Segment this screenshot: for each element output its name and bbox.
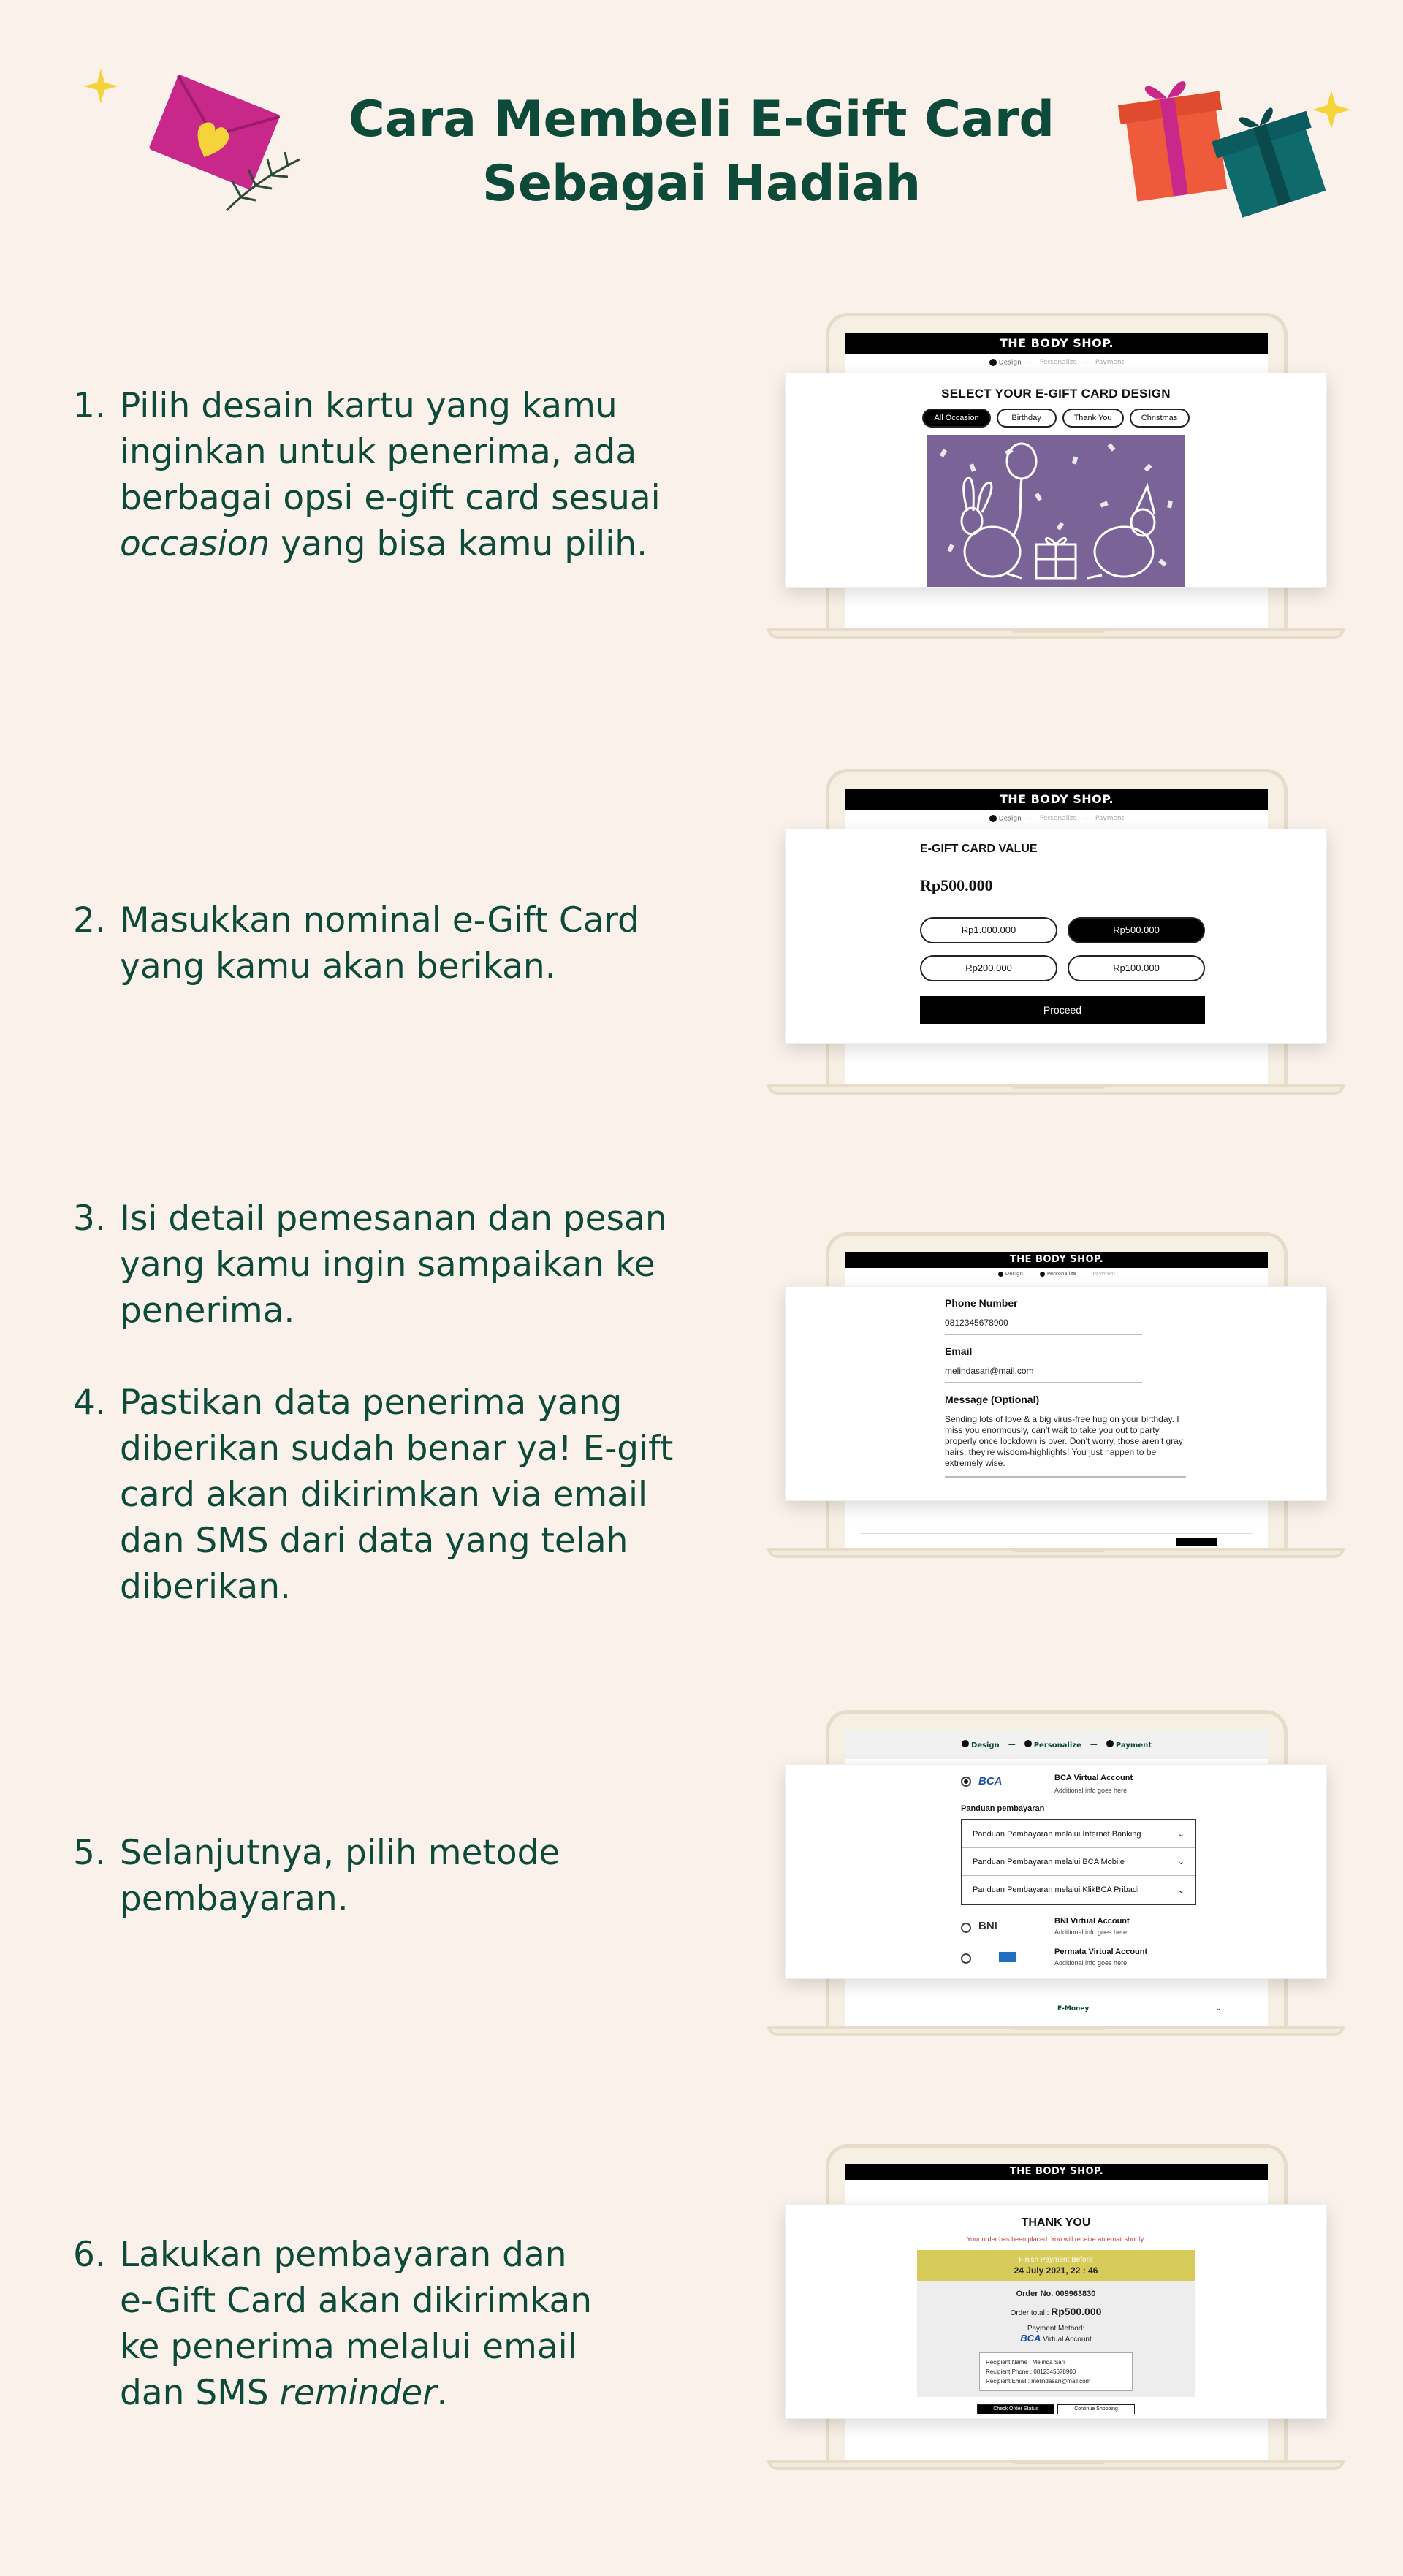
value-title: E-GIFT CARD VALUE <box>920 843 1038 855</box>
step-number: 2. <box>73 900 106 941</box>
value-options <box>920 917 1326 981</box>
brand-bar: THE BODY SHOP. <box>845 2164 1268 2180</box>
recipient-details-panel <box>785 1286 1327 1501</box>
step-text-line: diberikan. <box>120 1567 291 1607</box>
guide-internet-banking[interactable]: Panduan Pembayaran melalui Internet Banking ⌄ <box>962 1820 1195 1848</box>
permata-logo <box>999 1952 1016 1962</box>
laptop-mockup-value <box>767 769 1345 1105</box>
design-title: SELECT YOUR E-GIFT CARD DESIGN <box>941 387 1171 400</box>
tab-birthday[interactable]: Birthday <box>997 409 1057 428</box>
laptop-mockup-details <box>767 1232 1345 1568</box>
payment-deadline: Finish Payment Before 24 July 2021, 22 : 46 <box>917 2250 1195 2281</box>
step-text-line: e-Gift Card akan dikirimkan <box>120 2281 593 2321</box>
message-label: Message (Optional) <box>945 1394 1040 1405</box>
bca-sub: Additional info goes here <box>1054 1787 1128 1794</box>
phone-input[interactable]: 0812345678900 <box>945 1318 1142 1335</box>
bca-label: BCA Virtual Account <box>1054 1774 1133 1782</box>
payment-method-value: BCA Virtual Account <box>1020 2333 1092 2344</box>
step-2 <box>73 897 716 989</box>
chevron-down-icon: ⌄ <box>1177 1858 1185 1866</box>
message-input[interactable]: Sending lots of love & a big virus-free hug on your birthday. I miss you enormously, can't wait to take you out to party properly once lockdown is over. Don't worry, those aren't gray hairs, they're wisdom-highlights! You just happen to be extremely wise. <box>945 1414 1186 1478</box>
email-label: Email <box>945 1345 973 1357</box>
checkout-steps: Design — Personalize — Payment <box>845 1730 1268 1759</box>
laptop-mockup-payment <box>767 1710 1345 2046</box>
value-option-100000[interactable]: Rp100.000 <box>1068 955 1205 981</box>
step-text-line: dan SMS dari data yang telah <box>120 1521 628 1561</box>
laptop-mockup-thank-you <box>767 2144 1345 2480</box>
step-text-line: diberikan sudah benar ya! E-gift <box>120 1429 674 1469</box>
step-text-line: card akan dikirimkan via email <box>120 1475 648 1515</box>
payment-method-label: Payment Method: <box>1027 2325 1085 2333</box>
bni-radio[interactable] <box>961 1923 971 1933</box>
step-5 <box>73 1830 716 1922</box>
step-text-line: penerima. <box>120 1291 295 1331</box>
guide-bca-mobile[interactable]: Panduan Pembayaran melalui BCA Mobile ⌄ <box>962 1848 1195 1876</box>
step-text-line: berbagai opsi e-gift card sesuai <box>120 478 661 518</box>
order-confirmation-panel <box>785 2204 1327 2419</box>
step-number: 3. <box>73 1198 106 1239</box>
step-number: 5. <box>73 1833 106 1873</box>
payment-method-panel <box>785 1764 1327 1979</box>
tab-all-occasion[interactable]: All Occasion <box>922 409 990 428</box>
step-text-line: inginkan untuk penerima, ada <box>120 432 637 472</box>
tab-thank-you[interactable]: Thank You <box>1062 409 1124 428</box>
bca-logo: BCA <box>978 1775 1003 1787</box>
occasion-tabs <box>786 409 1326 428</box>
tab-christmas[interactable]: Christmas <box>1130 409 1190 428</box>
step-1 <box>73 383 716 567</box>
proceed-button[interactable]: Proceed <box>920 996 1205 1024</box>
guide-klikbca[interactable]: Panduan Pembayaran melalui KlikBCA Pribadi ⌄ <box>973 1885 1185 1895</box>
step-text-line: ke penerima melalui email <box>120 2327 577 2367</box>
brand-bar: THE BODY SHOP. <box>845 333 1268 354</box>
value-option-200000[interactable]: Rp200.000 <box>920 955 1057 981</box>
payment-guide-list <box>961 1819 1196 1905</box>
step-text-line: pembayaran. <box>120 1879 349 1919</box>
check-order-status-button[interactable]: Check Order Status <box>977 2404 1054 2414</box>
brand-bar: THE BODY SHOP. <box>845 1252 1268 1268</box>
step-text-line: Pilih desain kartu yang kamu <box>120 386 617 426</box>
title-line-2: Sebagai Hadiah <box>482 155 921 213</box>
gift-boxes-icon <box>1118 63 1359 224</box>
guide-title: Panduan pembayaran <box>961 1804 1045 1813</box>
value-option-1000000[interactable]: Rp1.000.000 <box>920 917 1057 943</box>
permata-radio[interactable] <box>961 1953 971 1964</box>
sparkle-icon <box>82 67 120 105</box>
bni-sub: Additional info goes here <box>1054 1929 1128 1936</box>
bni-logo: BNI <box>978 1920 997 1932</box>
design-selection-panel <box>785 373 1327 588</box>
bca-radio[interactable] <box>961 1777 971 1787</box>
step-text-line: Isi detail pemesanan dan pesan <box>120 1198 667 1239</box>
step-number: 1. <box>73 386 106 426</box>
step-text-line: Selanjutnya, pilih metode <box>120 1833 560 1873</box>
brand-bar: THE BODY SHOP. <box>845 789 1268 810</box>
recipient-summary: Recipient Name : Melinda Sari Recipient Phone : 0812345678900 Recipient Email : melindasari@mail.com <box>979 2352 1133 2391</box>
email-input[interactable]: melindasari@mail.com <box>945 1366 1142 1383</box>
laptop-mockup-design <box>767 313 1345 649</box>
phone-label: Phone Number <box>945 1297 1018 1309</box>
permata-sub: Additional info goes here <box>1054 1959 1128 1967</box>
thank-you-title: THANK YOU <box>1021 2216 1091 2229</box>
step-6 <box>73 2232 716 2416</box>
checkout-steps: Design — Personalize — Payment <box>845 810 1268 827</box>
step-text-line: yang kamu ingin sampaikan ke <box>120 1245 655 1285</box>
step-text-line: dan SMS reminder. <box>120 2373 448 2413</box>
order-total: Order total : Rp500.000 <box>1010 2306 1102 2317</box>
emoney-select[interactable]: E-Money ⌄ <box>1057 2005 1224 2018</box>
chevron-down-icon: ⌄ <box>1177 1830 1185 1839</box>
checkout-steps: Design — Personalize — Payment <box>845 354 1268 371</box>
step-3 <box>73 1196 716 1334</box>
step-text-line: Lakukan pembayaran dan <box>120 2235 567 2275</box>
gift-card-design-image[interactable] <box>927 435 1185 588</box>
value-option-500000[interactable]: Rp500.000 <box>1068 917 1205 943</box>
value-selection-panel <box>785 829 1327 1044</box>
thank-you-subtitle: Your order has been placed. You will receive an email shortly. <box>966 2235 1146 2243</box>
step-number: 6. <box>73 2235 106 2275</box>
selected-amount: Rp500.000 <box>920 876 993 894</box>
step-text-line: Masukkan nominal e-Gift Card <box>120 900 639 941</box>
bni-label: BNI Virtual Account <box>1054 1917 1130 1926</box>
step-4 <box>73 1380 716 1610</box>
order-number: Order No. 009963830 <box>1016 2290 1096 2298</box>
chevron-down-icon: ⌄ <box>1177 1885 1185 1895</box>
step-text-line: yang kamu akan berikan. <box>120 946 556 987</box>
step-number: 4. <box>73 1383 106 1423</box>
order-summary <box>917 2281 1195 2397</box>
permata-label: Permata Virtual Account <box>1054 1948 1148 1956</box>
title-line-1: Cara Membeli E-Gift Card <box>348 91 1055 148</box>
step-text-line: occasion yang bisa kamu pilih. <box>120 524 648 564</box>
continue-shopping-button[interactable]: Continue Shopping <box>1057 2404 1135 2414</box>
step-text-line: Pastikan data penerima yang <box>120 1383 623 1423</box>
envelope-icon <box>139 64 314 218</box>
checkout-steps: Design — Personalize — Payment <box>845 1268 1268 1280</box>
